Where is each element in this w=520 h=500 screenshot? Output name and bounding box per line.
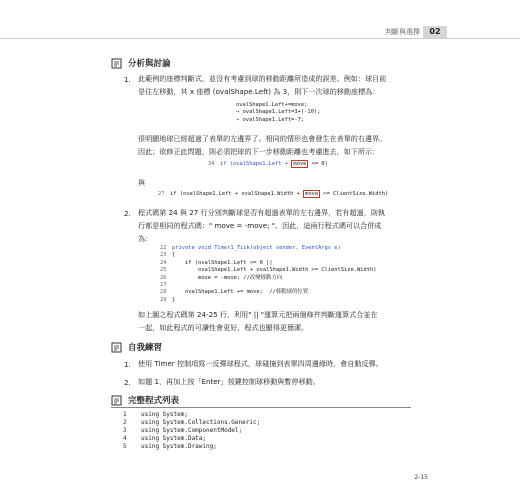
exercise-text: 使用 Timer 控制項寫一反彈球程式，球碰撞到表單四周邊緣時，會自動反彈。: [138, 359, 383, 368]
code-text: using System.Collections.Generic;: [141, 419, 261, 426]
line-number: 25: [160, 267, 167, 274]
line-number: 1: [123, 411, 127, 418]
code-text: using System.ComponentModel;: [141, 427, 243, 434]
code-text: move = -move; //改變移動方向: [172, 274, 283, 281]
code-line-27: [158, 191, 388, 198]
item-number: 2.: [124, 209, 131, 218]
listing-row: [123, 419, 260, 426]
code-block: [160, 245, 376, 304]
full-code-listing: [111, 407, 411, 457]
code-post: <= 0): [308, 161, 328, 167]
chapter-title: 判斷與選擇: [385, 28, 420, 36]
highlighted-move: move: [305, 191, 319, 197]
paragraph-line: 為：: [138, 234, 153, 243]
line-number: 23: [160, 252, 167, 259]
line-number: 27: [160, 282, 167, 289]
page-header: [0, 26, 520, 39]
item-number: 1.: [124, 360, 131, 369]
section-analysis-heading: [111, 57, 171, 69]
code-text: }: [172, 296, 176, 303]
conjunction-text: 與: [138, 178, 146, 187]
section-practice-heading: [111, 341, 162, 353]
notepad-icon: [111, 58, 123, 69]
paragraph-line: 程式碼第 24 與 27 行分別判斷球是否有超過表單的左右邊界，若有超過，則執: [138, 208, 385, 217]
code-post: >= ClientSize.Width): [320, 191, 389, 197]
chapter-number-badge: 02: [423, 26, 447, 38]
line-number: 27: [158, 191, 165, 197]
paragraph-line: 行都是相同的程式碼：" move = -move; "。因此，這兩行程式碼可以合併成: [138, 221, 382, 230]
code-text: if (ovalShape1.Left <= 0 ||: [172, 259, 273, 266]
code-text: using System.Drawing;: [141, 443, 217, 450]
paragraph-line: 此範例的座標判斷式，並沒有考慮到球的移動距離所造成的誤差。例如：球目前: [138, 74, 387, 83]
line-number: 26: [160, 274, 167, 281]
paragraph-line: 是往左移動，其 x 座標 (ovalShape.Left) 為 3，則下一次球的移動座標為：: [138, 87, 380, 96]
code-text: ovalShape1.Left + ovalShape1.Width >= ClientSize.Width): [172, 267, 377, 274]
listing-row: [123, 411, 188, 418]
code-line-34: [208, 161, 328, 168]
section-title: 分析與討論: [128, 59, 171, 69]
line-number: 5: [123, 443, 127, 450]
line-number: 29: [160, 296, 167, 303]
notepad-icon: [111, 342, 123, 353]
line-number: 28: [160, 289, 167, 296]
line-number: 4: [123, 435, 127, 442]
exercise-text: 如題 1，再加上按「Enter」按鍵控制球移動與暫停移動。: [138, 377, 320, 386]
code-text: ovalShape1.Left += move; //移動球的位置: [172, 289, 309, 296]
header-rule: [0, 38, 520, 39]
line-number: 24: [160, 259, 167, 266]
code-line: ⇒ ovalShape1.Left=3+(-10);: [236, 109, 321, 116]
line-number: 34: [208, 161, 215, 167]
code-text: private void Timer1_Tick(object sender, EventArgs e): [172, 245, 341, 251]
notepad-icon: [111, 395, 123, 406]
line-number: 3: [123, 427, 127, 434]
code-line: ⇒ ovalShape1.Left=-7;: [236, 116, 305, 123]
highlighted-move: move: [293, 161, 307, 167]
section-listing-heading: [111, 394, 179, 406]
section-title: 自我練習: [128, 343, 163, 353]
paragraph-line: 一起，如此程式的可讀性會更好，程式也顯得更簡潔。: [138, 323, 309, 332]
item-number: 1.: [124, 75, 131, 84]
code-pre: if (ovalShape1.Left + ovalShape1.Width +: [170, 191, 304, 197]
code-text: using System;: [141, 411, 188, 418]
listing-rule: [111, 407, 411, 408]
code-pre: if (ovalShape1.Left +: [220, 161, 292, 167]
code-text: {: [172, 252, 176, 259]
code-line: ovalShape1.Left+=move;: [236, 102, 308, 108]
section-title: 完整程式列表: [128, 396, 180, 406]
listing-row: [123, 443, 217, 450]
listing-row: [123, 427, 242, 434]
line-number: 22: [160, 245, 167, 251]
paragraph-line: 因此；欲修正此問題，則必須把球的下一步移動距離也考慮進去，如下所示：: [138, 147, 380, 156]
listing-row: [123, 435, 206, 442]
code-text: using System.Data;: [141, 435, 207, 442]
paragraph-line: 如上圖之程式碼第 24-25 行，利用" || "運算元把兩個條件判斷運算式合並在: [138, 310, 378, 319]
line-number: 2: [123, 419, 127, 426]
code-snippet: [236, 102, 320, 124]
paragraph-line: 很明顯地球已經超過了表單的左邊界了。相同的情形也會發生在表單的右邊界。: [138, 134, 387, 143]
page-number: 2-15: [414, 474, 428, 481]
item-number: 2.: [124, 378, 131, 387]
